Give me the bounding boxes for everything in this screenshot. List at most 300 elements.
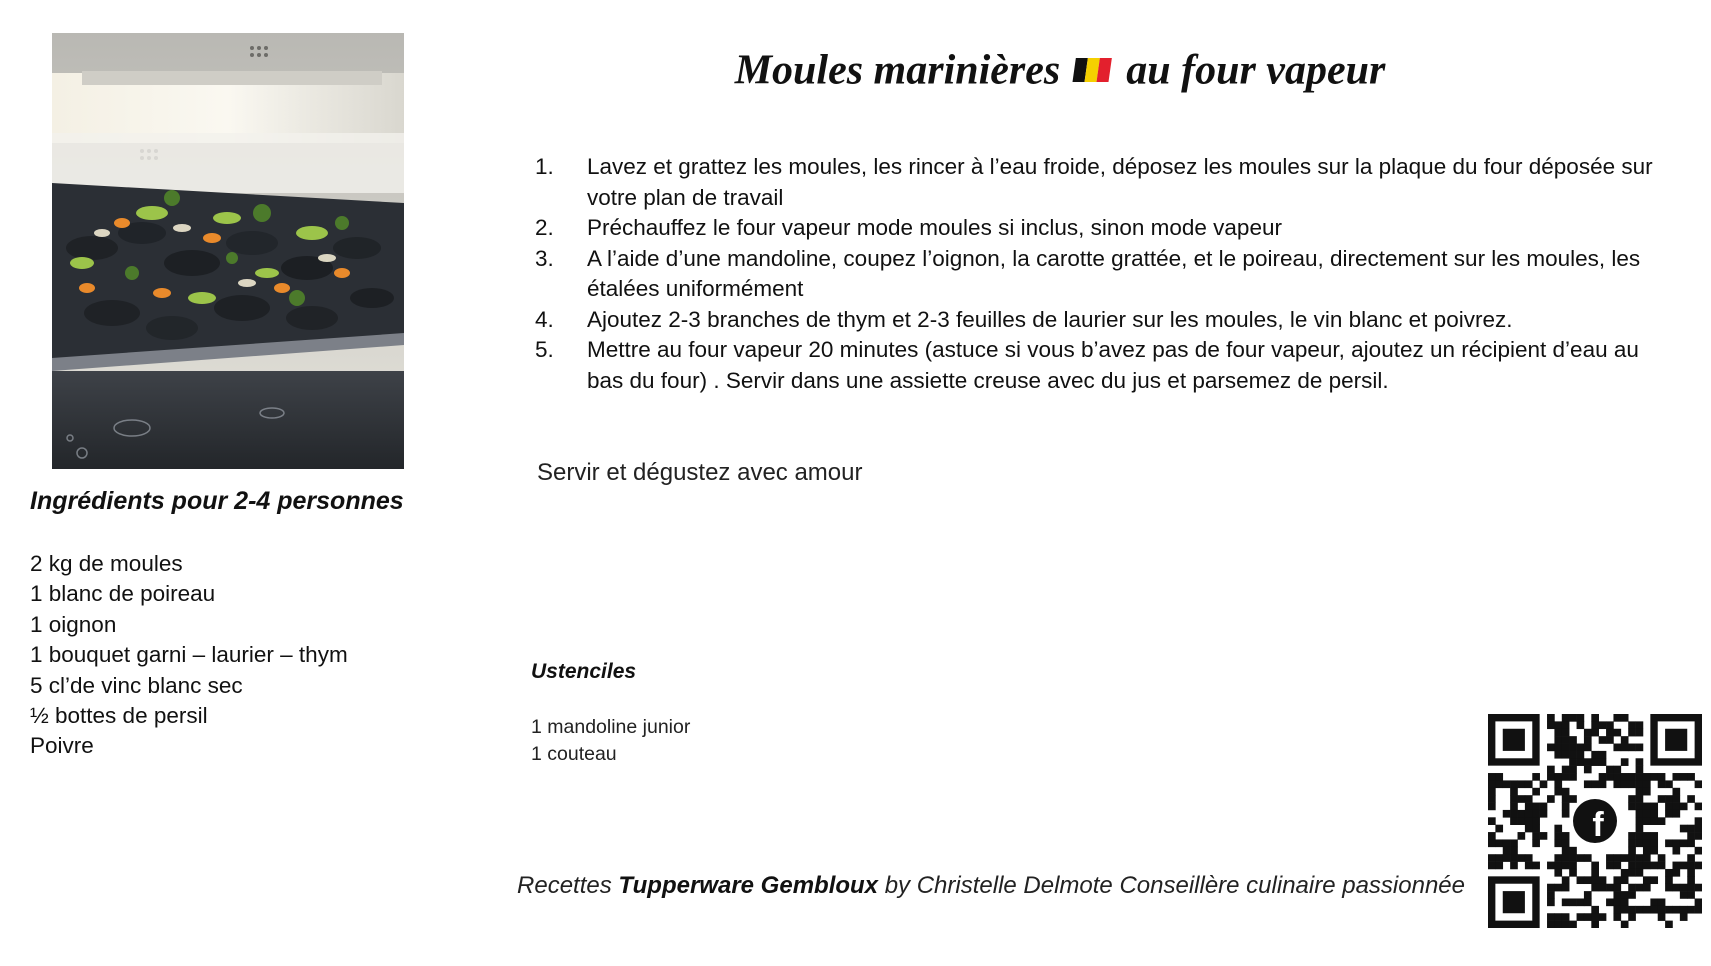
qr-module [1525,795,1533,803]
qr-module [1687,862,1695,870]
qr-module [1613,906,1621,914]
qr-module [1680,913,1688,921]
qr-module [1591,729,1599,737]
qr-module [1577,876,1585,884]
qr-module [1562,766,1570,774]
qr-module [1540,832,1548,840]
qr-module [1672,773,1680,781]
qr-module [1672,810,1680,818]
qr-module [1569,862,1577,870]
qr-module [1510,803,1518,811]
qr-module [1591,906,1599,914]
step-text: Lavez et grattez les moules, les rincer à l’eau froide, déposez les moules sur la plaque du four déposée sur votre plan de travail [587,154,1653,210]
qr-module [1680,803,1688,811]
qr-module [1613,876,1621,884]
qr-module [1488,795,1496,803]
qr-module [1643,839,1651,847]
ingredient-item: 1 oignon [30,611,117,637]
qr-module [1636,766,1644,774]
qr-module [1554,744,1562,752]
qr-code-icon[interactable] [1488,714,1702,928]
qr-module [1554,913,1562,921]
qr-module [1510,854,1518,862]
qr-module [1621,780,1629,788]
qr-module [1613,913,1621,921]
qr-module [1687,839,1695,847]
qr-module [1613,773,1621,781]
qr-module [1569,921,1577,928]
qr-module [1636,803,1644,811]
qr-module [1621,876,1629,884]
qr-module [1547,721,1555,729]
qr-module [1554,832,1562,840]
qr-module [1488,788,1496,796]
ingredients-title: Ingrédients pour 2-4 personnes [30,487,404,515]
qr-module [1695,898,1702,906]
qr-module [1658,898,1666,906]
qr-module [1665,876,1673,884]
qr-module [1554,721,1562,729]
qr-module [1672,869,1680,877]
utensils-title: Ustenciles [531,660,637,683]
qr-module [1569,795,1577,803]
qr-module [1687,825,1695,833]
qr-finder-center [1503,729,1525,751]
qr-module [1562,839,1570,847]
qr-module [1518,795,1526,803]
ingredient-item: 1 bouquet garni – laurier – thym [30,642,348,668]
qr-module [1577,751,1585,759]
qr-finder-center [1665,729,1687,751]
qr-module [1643,773,1651,781]
qr-module [1680,891,1688,899]
recipe-step [535,213,1665,244]
qr-module [1672,795,1680,803]
qr-module [1584,744,1592,752]
qr-module [1650,862,1658,870]
qr-module [1621,714,1629,722]
qr-module [1518,854,1526,862]
qr-module [1606,862,1614,870]
qr-module [1488,862,1496,870]
qr-module [1665,921,1673,928]
qr-module [1636,884,1644,892]
serve-line: Servir et dégustez avec amour [537,459,863,486]
qr-module [1687,884,1695,892]
qr-module [1488,803,1496,811]
qr-module [1613,780,1621,788]
qr-module [1621,758,1629,766]
qr-module [1621,854,1629,862]
qr-module [1658,906,1666,914]
qr-module [1577,854,1585,862]
qr-module [1643,788,1651,796]
qr-module [1562,751,1570,759]
qr-module [1577,758,1585,766]
qr-module [1503,810,1511,818]
qr-module [1687,832,1695,840]
step-number: 4. [535,306,554,332]
footer-credit [517,872,1465,900]
qr-module [1665,839,1673,847]
qr-module [1532,773,1540,781]
qr-module [1643,803,1651,811]
qr-module [1532,839,1540,847]
qr-module [1621,773,1629,781]
footer-brand: Tupperware Gembloux [618,872,879,899]
qr-module [1554,862,1562,870]
qr-module [1554,825,1562,833]
qr-module [1650,906,1658,914]
step-number: 3. [535,245,554,271]
qr-module [1584,891,1592,899]
qr-module [1518,817,1526,825]
qr-module [1628,839,1636,847]
qr-module [1621,744,1629,752]
qr-module [1680,884,1688,892]
qr-module [1658,780,1666,788]
qr-module [1488,817,1496,825]
qr-module [1503,854,1511,862]
qr-module [1680,906,1688,914]
qr-module [1577,913,1585,921]
qr-module [1628,869,1636,877]
qr-module [1503,847,1511,855]
qr-module [1599,736,1607,744]
qr-module [1643,906,1651,914]
step-number: 1. [535,154,554,179]
qr-module [1503,839,1511,847]
qr-module [1562,862,1570,870]
qr-module [1532,788,1540,796]
qr-module [1495,854,1503,862]
qr-module [1547,921,1555,928]
qr-module [1510,847,1518,855]
qr-module [1687,854,1695,862]
qr-module [1650,876,1658,884]
qr-module [1636,729,1644,737]
qr-module [1547,795,1555,803]
qr-module [1636,906,1644,914]
qr-module [1495,862,1503,870]
qr-module [1495,825,1503,833]
qr-module [1628,780,1636,788]
qr-module [1665,906,1673,914]
qr-module [1510,810,1518,818]
qr-module [1584,854,1592,862]
qr-module [1606,721,1614,729]
qr-module [1665,810,1673,818]
qr-module [1658,862,1666,870]
qr-module [1554,839,1562,847]
qr-module [1695,803,1702,811]
qr-module [1577,721,1585,729]
qr-module [1488,839,1496,847]
qr-module [1643,862,1651,870]
qr-module [1695,884,1702,892]
qr-module [1687,773,1695,781]
qr-module [1636,788,1644,796]
qr-finder-center [1503,891,1525,913]
qr-module [1687,869,1695,877]
qr-module [1695,817,1702,825]
qr-module [1687,795,1695,803]
qr-module [1628,906,1636,914]
qr-module [1621,898,1629,906]
qr-module [1554,788,1562,796]
qr-module [1628,803,1636,811]
qr-module [1547,766,1555,774]
qr-module [1525,825,1533,833]
qr-module [1650,810,1658,818]
qr-module [1613,766,1621,774]
qr-module [1672,788,1680,796]
qr-module [1577,898,1585,906]
qr-module [1554,921,1562,928]
recipe-title [460,46,1660,102]
recipe-step [535,152,1665,213]
qr-module [1488,854,1496,862]
title-sub: au four vapeur [1126,47,1386,94]
footer-suffix: by Christelle Delmote Conseillère culinaire passionnée [878,872,1465,899]
qr-module [1547,714,1555,722]
qr-module [1613,891,1621,899]
qr-module [1488,773,1496,781]
ingredients-list [30,549,348,762]
qr-module [1672,862,1680,870]
qr-module [1584,780,1592,788]
ingredient-item: ½ bottes de persil [30,703,208,729]
qr-module [1591,921,1599,928]
qr-module [1510,780,1518,788]
qr-module [1599,876,1607,884]
qr-module [1591,751,1599,759]
qr-module [1562,803,1570,811]
qr-module [1599,884,1607,892]
qr-module [1599,751,1607,759]
qr-module [1532,810,1540,818]
qr-module [1628,854,1636,862]
qr-module [1621,891,1629,899]
qr-module [1650,898,1658,906]
qr-module [1591,869,1599,877]
qr-module [1636,839,1644,847]
qr-module [1695,847,1702,855]
qr-module [1495,839,1503,847]
qr-module [1665,803,1673,811]
qr-module [1636,810,1644,818]
qr-module [1643,847,1651,855]
qr-module [1650,803,1658,811]
facebook-glyph: f [1592,806,1604,844]
qr-module [1554,869,1562,877]
qr-module [1540,803,1548,811]
qr-module [1569,898,1577,906]
qr-module [1584,898,1592,906]
qr-module [1599,773,1607,781]
qr-module [1599,780,1607,788]
qr-module [1636,795,1644,803]
qr-module [1650,839,1658,847]
qr-module [1606,884,1614,892]
qr-module [1695,906,1702,914]
belgian-flag-icon [1072,46,1112,94]
qr-module [1621,869,1629,877]
qr-module [1621,921,1629,928]
qr-module [1562,832,1570,840]
qr-module [1628,773,1636,781]
qr-module [1569,847,1577,855]
qr-module [1569,758,1577,766]
qr-module [1562,729,1570,737]
qr-module [1628,847,1636,855]
qr-module [1510,817,1518,825]
qr-module [1658,817,1666,825]
qr-module [1687,906,1695,914]
qr-module [1591,913,1599,921]
qr-module [1532,817,1540,825]
qr-module [1636,854,1644,862]
qr-module [1532,832,1540,840]
qr-module [1554,854,1562,862]
qr-module [1606,736,1614,744]
utensil-item: 1 mandoline junior [531,716,691,738]
qr-module [1591,714,1599,722]
qr-module [1643,884,1651,892]
qr-module [1636,773,1644,781]
recipe-steps [535,152,1665,396]
qr-module [1562,795,1570,803]
qr-module [1547,773,1555,781]
qr-module [1525,862,1533,870]
qr-module [1672,839,1680,847]
qr-module [1562,884,1570,892]
qr-module [1525,780,1533,788]
qr-module [1518,832,1526,840]
qr-module [1643,854,1651,862]
qr-module [1672,906,1680,914]
qr-module [1525,854,1533,862]
title-main: Moules marinières [734,47,1061,94]
qr-module [1650,773,1658,781]
qr-module [1547,744,1555,752]
qr-module [1554,729,1562,737]
qr-module [1562,847,1570,855]
qr-module [1636,780,1644,788]
qr-module [1695,780,1702,788]
qr-module [1591,876,1599,884]
ingredient-item: 1 blanc de poireau [30,581,216,607]
qr-module [1591,884,1599,892]
qr-module [1628,744,1636,752]
qr-module [1562,744,1570,752]
qr-module [1569,854,1577,862]
qr-module [1540,780,1548,788]
qr-module [1547,891,1555,899]
qr-module [1695,825,1702,833]
qr-module [1510,862,1518,870]
qr-module [1488,832,1496,840]
qr-module [1606,898,1614,906]
qr-module [1562,721,1570,729]
qr-module [1599,758,1607,766]
qr-module [1562,736,1570,744]
qr-module [1636,832,1644,840]
qr-module [1525,810,1533,818]
qr-module [1518,780,1526,788]
recipe-step [535,244,1665,305]
qr-module [1658,773,1666,781]
qr-module [1532,803,1540,811]
step-text: Mettre au four vapeur 20 minutes (astuce si vous b’avez pas de four vapeur, ajoutez un récipient d’eau au bas du four) . Servir dans une assiette creuse avec du jus et parsemez de persil. [587,337,1639,393]
qr-module [1613,729,1621,737]
qr-module [1613,714,1621,722]
qr-module [1518,810,1526,818]
qr-module [1665,780,1673,788]
qr-module [1672,847,1680,855]
qr-module [1510,795,1518,803]
qr-module [1665,869,1673,877]
qr-module [1650,832,1658,840]
qr-module [1621,736,1629,744]
qr-module [1547,898,1555,906]
qr-module [1695,832,1702,840]
qr-module [1569,744,1577,752]
utensil-item: 1 couteau [531,742,617,765]
qr-module [1562,921,1570,928]
qr-module [1606,854,1614,862]
qr-module [1510,788,1518,796]
qr-module [1628,913,1636,921]
qr-module [1547,862,1555,870]
recipe-photo [52,33,404,469]
qr-module [1503,780,1511,788]
qr-module [1525,817,1533,825]
qr-module [1488,780,1496,788]
qr-module [1591,721,1599,729]
step-number: 2. [535,215,554,240]
step-text: Préchauffez le four vapeur mode moules si inclus, sinon mode vapeur [587,215,1282,240]
qr-module [1525,803,1533,811]
qr-module [1599,913,1607,921]
qr-module [1562,714,1570,722]
step-text: A l’aide d’une mandoline, coupez l’oignon, la carotte grattée, et le poireau, directement sur les moules, les étalées uniformément [587,245,1641,301]
qr-module [1562,854,1570,862]
qr-module [1584,766,1592,774]
qr-module [1636,744,1644,752]
qr-module [1680,773,1688,781]
qr-module [1680,839,1688,847]
qr-module [1569,773,1577,781]
qr-module [1562,810,1570,818]
qr-module [1591,862,1599,870]
qr-module [1665,884,1673,892]
qr-module [1554,773,1562,781]
step-number: 5. [535,337,554,362]
qr-module [1554,884,1562,892]
qr-module [1599,721,1607,729]
qr-module [1613,744,1621,752]
qr-module [1591,780,1599,788]
qr-module [1495,780,1503,788]
step-text: Ajoutez 2-3 branches de thym et 2-3 feuilles de laurier sur les moules, le vin blanc et poivrez. [587,306,1513,332]
qr-module [1636,721,1644,729]
qr-module [1554,736,1562,744]
qr-module [1628,721,1636,729]
qr-module [1613,854,1621,862]
qr-module [1562,773,1570,781]
qr-module [1636,825,1644,833]
